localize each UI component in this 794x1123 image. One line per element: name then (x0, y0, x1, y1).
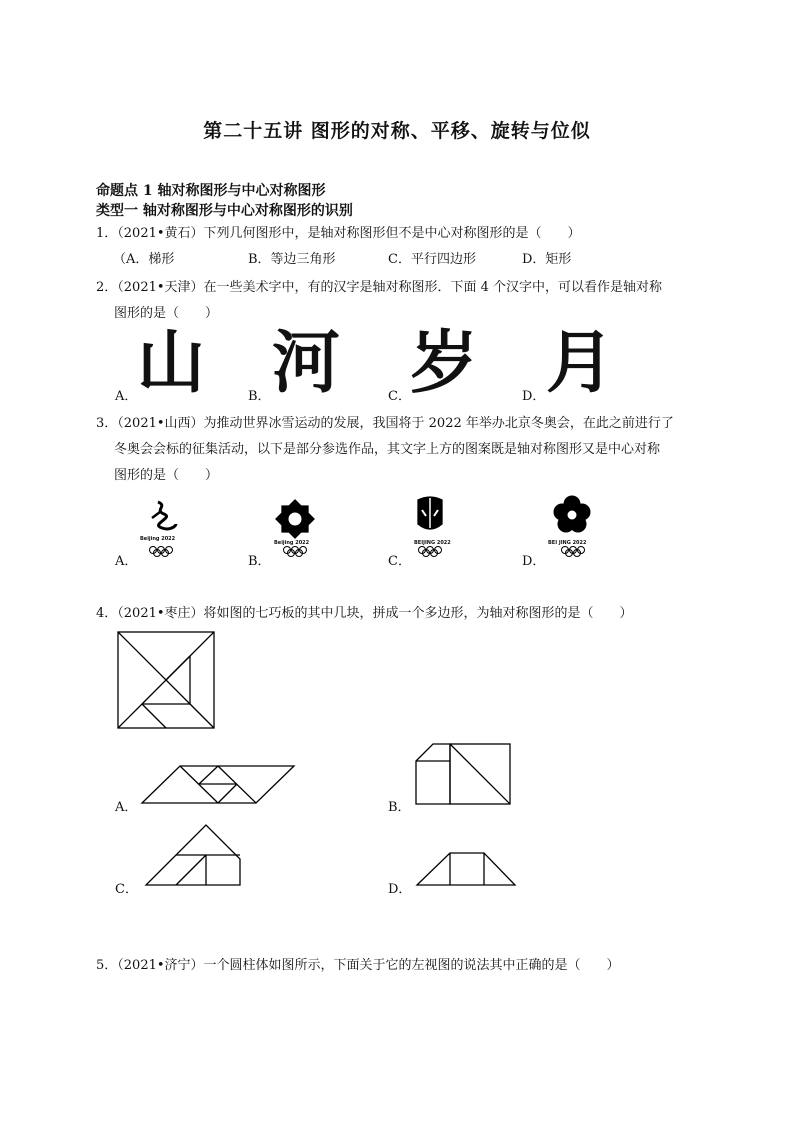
question-3-option-c-label[interactable]: C． (388, 554, 411, 569)
question-3-option-a-label[interactable]: A． (115, 554, 138, 569)
question-5-stem: 5．（2021•济宁）一个圆柱体如图所示，下面关于它的左视图的说法其中正确的是（ ） (96, 958, 620, 973)
logo-a-text: Beijing 2022 (140, 536, 176, 542)
question-4-option-b-label[interactable]: B． (388, 800, 411, 815)
question-2-char-sui: 岁 (410, 324, 479, 403)
olympic-logo-d-icon (548, 494, 598, 558)
question-2-char-he: 河 (272, 324, 341, 403)
question-4-figure-c (146, 824, 242, 886)
question-1-option-c[interactable]: C．平行四边形 (388, 252, 476, 267)
question-4-option-d-label[interactable]: D． (388, 882, 412, 897)
question-3-stem-line-1: 3．（2021•山西）为推动世界冰雪运动的发展，我国将于 2022 年举办北京冬奥会，在此之前进行了 (96, 416, 674, 431)
question-3-option-b-label[interactable]: B． (248, 554, 271, 569)
question-2-char-shan: 山 (137, 324, 206, 403)
question-3-stem-line-3: 图形的是（ ） (114, 468, 219, 483)
question-2-option-a-label[interactable]: A． (115, 389, 138, 404)
question-2-option-d-label[interactable]: D． (522, 389, 546, 404)
olympic-logo-a-icon (140, 498, 190, 558)
question-2-stem-line-1: 2．（2021•天津）在一些美术字中，有的汉字是轴对称图形．下面 4 个汉字中，可以看作是轴对称 (96, 280, 663, 295)
logo-b-text: Beijing 2022 (274, 540, 310, 546)
olympic-logo-c-icon (412, 494, 452, 558)
question-3-stem-line-2: 冬奥会会标的征集活动，以下是部分参选作品，其文字上方的图案既是轴对称图形又是中心对称 (114, 442, 661, 457)
question-1-stem: 1．（2021•黄石）下列几何图形中，是轴对称图形但不是中心对称图形的是（ ） (96, 226, 581, 241)
question-4-option-c-label[interactable]: C． (115, 882, 138, 897)
question-4-figure-d (416, 852, 516, 888)
question-4-figure-a (142, 766, 296, 804)
question-4-figure-b (416, 744, 512, 806)
question-2-char-yue: 月 (546, 324, 615, 403)
question-2-option-c-label[interactable]: C． (388, 389, 411, 404)
question-1-option-a[interactable]: （A．梯形 (113, 252, 175, 267)
question-3-option-d-label[interactable]: D． (522, 554, 546, 569)
tangram-figure (118, 632, 214, 728)
question-1-option-d[interactable]: D．矩形 (522, 252, 572, 267)
page-title: 第二十五讲 图形的对称、平移、旋转与位似 (203, 120, 591, 142)
subsection-heading: 类型一 轴对称图形与中心对称图形的识别 (96, 203, 353, 219)
question-4-option-a-label[interactable]: A． (115, 800, 138, 815)
logo-c-text: BEIJING 2022 (414, 540, 451, 546)
question-4-stem: 4．（2021•枣庄）将如图的七巧板的其中几块，拼成一个多边形，为轴对称图形的是（ ） (96, 606, 633, 621)
olympic-logo-b-icon (272, 496, 322, 558)
logo-d-text: BEI JING 2022 (548, 540, 587, 546)
section-heading: 命题点 1 轴对称图形与中心对称图形 (96, 183, 326, 199)
question-1-option-b[interactable]: B．等边三角形 (248, 252, 336, 267)
question-2-stem-line-2: 图形的是（ ） (114, 306, 219, 321)
question-2-option-b-label[interactable]: B． (248, 389, 271, 404)
